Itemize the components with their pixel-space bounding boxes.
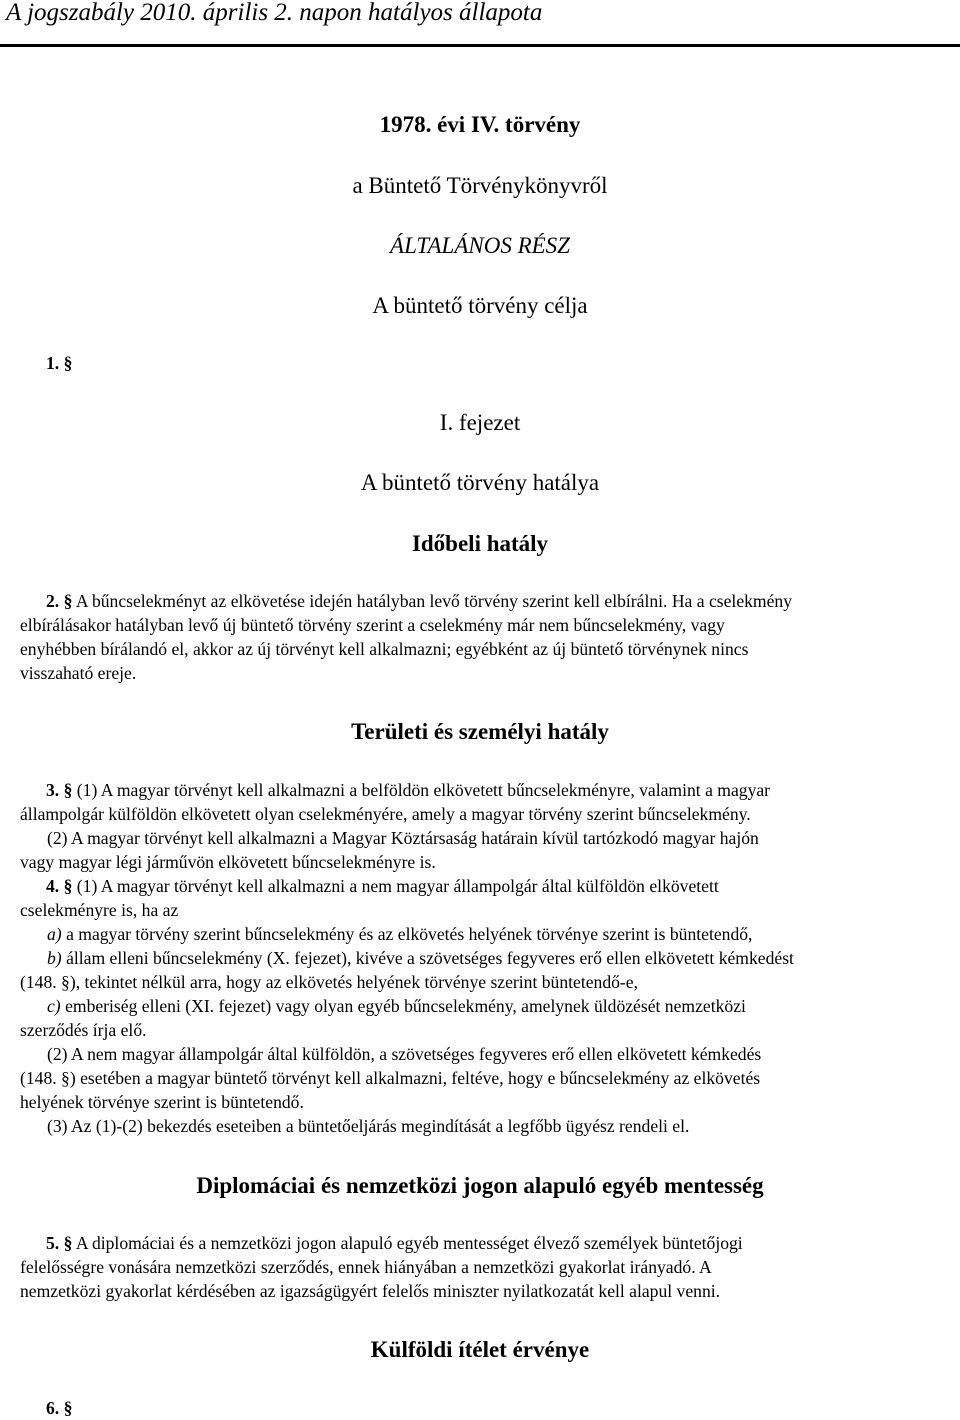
section-2-line: enyhébben bírálandó el, akkor az új törvényt kell alkalmazni; egyébként az új büntető törvénynek nincs (20, 639, 749, 659)
section-3-line: 3. § (1) A magyar törvényt kell alkalmazni a belföldön elkövetett bűncselekményre, valamint a magyar (46, 780, 771, 800)
header-divider (0, 44, 960, 47)
diplomatic-immunity-title: Diplomáciai és nemzetközi jogon alapuló egyéb mentesség (196, 1173, 764, 1198)
section-2-line: visszaható ereje. (20, 663, 137, 683)
section-4-line: szerződés írja elő. (20, 1020, 147, 1040)
part-title: ÁLTALÁNOS RÉSZ (390, 233, 570, 258)
section-4-line: (148. §), tekintet nélkül arra, hogy az elkövetés helyének törvénye szerint büntetendő-e, (20, 972, 638, 992)
section-5-line: 5. § A diplomáciai és a nemzetközi jogon alapuló egyéb mentességet élvező személyek büntetőjogi (46, 1233, 743, 1253)
section-4-line: (2) A nem magyar állampolgár által külföldön, a szövetséges fegyveres erő ellen elkövetett kémkedés (47, 1044, 762, 1064)
section-4-point-a: a) a magyar törvény szerint bűncselekmény és az elkövetés helyének törvénye szerint is büntetendő, (47, 924, 753, 944)
law-number: 1978. évi IV. törvény (379, 112, 581, 137)
purpose-title: A büntető törvény célja (372, 293, 588, 318)
chapter-number: I. fejezet (439, 410, 521, 435)
section-4-paragraph (20, 874, 945, 1138)
section-3-line: állampolgár külföldön elkövetett olyan cselekményére, amely a magyar törvény szerint bűncselekmény. (20, 804, 751, 824)
section-2-line: elbírálásakor hatályban levő új büntető törvény szerint a cselekmény már nem bűncselekmény, vagy (20, 615, 725, 635)
section-4-number: 4. § (46, 876, 73, 896)
section-4-line: cselekményre is, ha az (20, 900, 179, 920)
section-5-line: nemzetközi gyakorlat kérdésében az igazságügyért felelős miniszter nyilatkozatát kell alapul venni. (20, 1281, 721, 1301)
section-4-point-c: c) emberiség elleni (XI. fejezet) vagy olyan egyéb bűncselekmény, amelynek üldözését nemzetközi (47, 996, 746, 1016)
section-3-number: 3. § (46, 780, 73, 800)
section-4-line: 4. § (1) A magyar törvényt kell alkalmazni a nem magyar állampolgár által külföldön elkövetett (46, 876, 719, 896)
section-3-line: (2) A magyar törvényt kell alkalmazni a Magyar Köztársaság határain kívül tartózkodó magyar hajón (47, 828, 759, 848)
temporal-scope-title: Időbeli hatály (411, 531, 549, 556)
section-2-paragraph (20, 589, 945, 685)
section-4-line: (148. §) esetében a magyar büntető törvényt kell alkalmazni, feltéve, hogy e bűncselekmény az elkövetés (20, 1068, 761, 1088)
section-4-line: (3) Az (1)-(2) bekezdés eseteiben a büntetőeljárás megindítását a legfőbb ügyész rendeli el. (47, 1116, 690, 1136)
section-5-number: 5. § (46, 1233, 73, 1253)
section-2-line: 2. § A bűncselekményt az elkövetése idején hatályban levő törvény szerint kell elbírálni. Ha a cselekmény (46, 591, 793, 611)
section-4-line: helyének törvénye szerint is büntetendő. (20, 1092, 304, 1112)
page-header (0, 0, 960, 44)
foreign-judgment-title: Külföldi ítélet érvénye (370, 1337, 590, 1362)
section-5-line: felelősségre vonására nemzetközi szerződés, ennek hiányában a nemzetközi gyakorlat irányadó. A (20, 1257, 712, 1277)
section-2-number: 2. § (46, 591, 73, 611)
section-3-paragraph (20, 778, 945, 874)
section-1: 1. § (46, 353, 73, 373)
territorial-scope-title: Területi és személyi hatály (351, 719, 609, 744)
section-4-point-b: b) állam elleni bűncselekmény (X. fejezet), kivéve a szövetséges fegyveres erő ellen elkövetett kémkedést (47, 948, 794, 968)
chapter-title: A büntető törvény hatálya (360, 470, 600, 495)
section-6: 6. § (46, 1398, 73, 1418)
section-5-paragraph (20, 1231, 945, 1303)
header-title: A jogszabály 2010. április 2. napon hatályos állapota (6, 0, 543, 26)
section-3-line: vagy magyar légi járművön elkövetett bűncselekményre is. (20, 852, 436, 872)
law-name: a Büntető Törvénykönyvről (352, 173, 608, 198)
